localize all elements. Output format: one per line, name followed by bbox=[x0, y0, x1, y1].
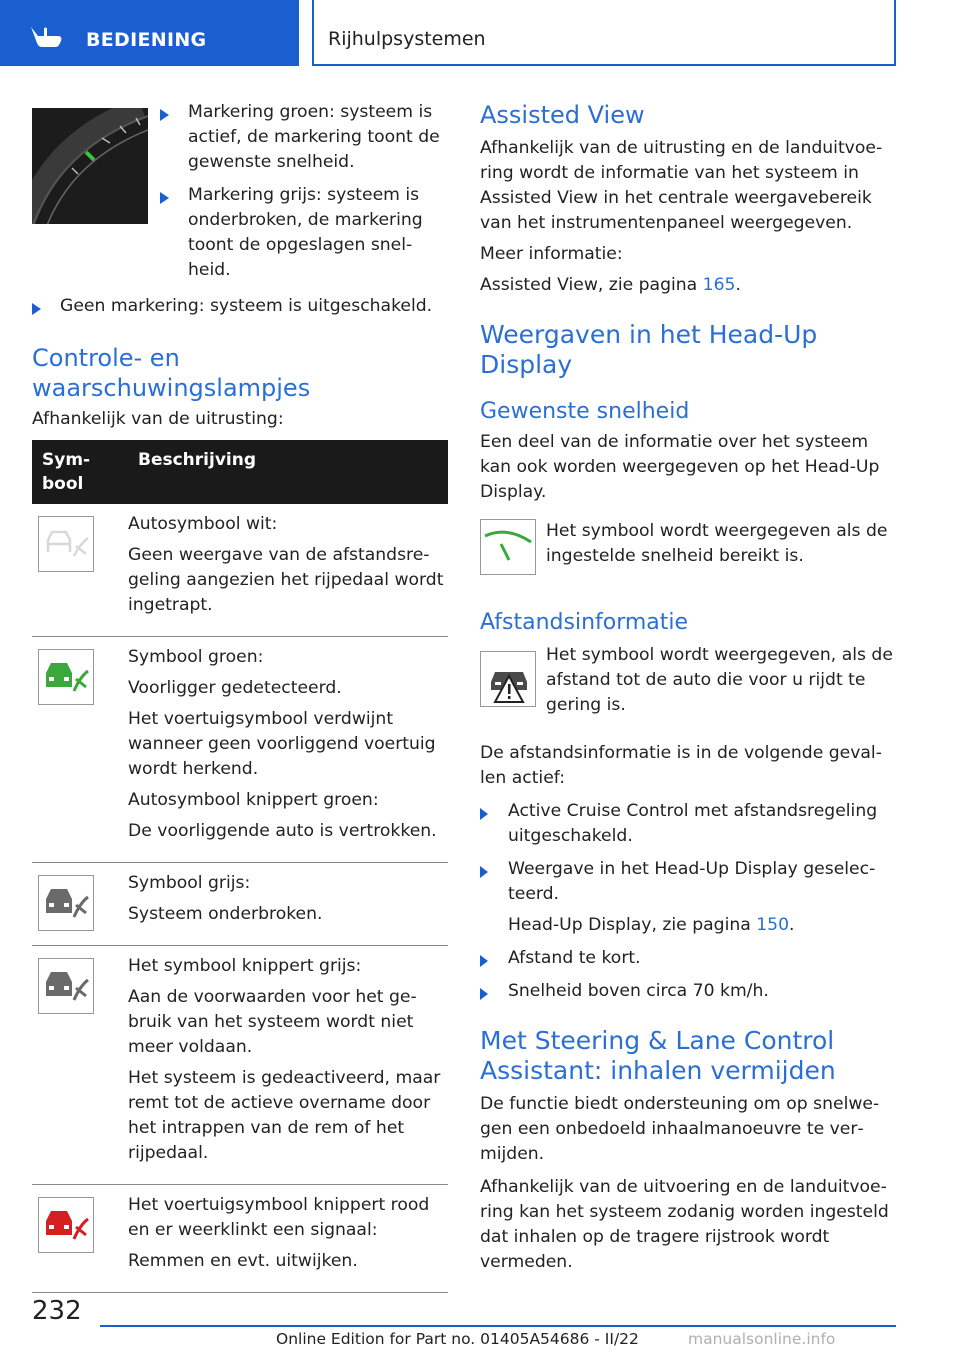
gauge-marking-icon bbox=[32, 108, 148, 224]
distance-bullet-3 bbox=[480, 946, 898, 971]
distance-warning-icon bbox=[480, 651, 536, 707]
header-chapter-tab bbox=[312, 0, 896, 66]
lamps-table bbox=[32, 440, 448, 1293]
distance-active-text: De afstandsinformatie is in de volgende gevallen actief: bbox=[480, 743, 882, 788]
assisted-text: Afhankelijk van de uitrusting en de landuitvoering wordt de informatie van het systeem in Assisted View in het centrale weergavebereik van het instrumentenpaneel weergegeven. bbox=[480, 138, 883, 233]
header-chapter-label: Rijhulpsystemen bbox=[328, 28, 486, 50]
footer-watermark: manualsonline.info bbox=[688, 1330, 836, 1348]
row2-line4: Autosymbool knippert groen: bbox=[128, 790, 379, 810]
page-number: 232 bbox=[32, 1296, 82, 1326]
col-symbol-header: Symbool bbox=[32, 440, 128, 504]
row5-line1: Het voertuigsymbool knippert rood en er weerklinkt een signaal: bbox=[128, 1195, 430, 1240]
table-row bbox=[32, 946, 448, 1185]
speedometer-gauge-image bbox=[32, 108, 148, 224]
row4-line1: Het symbool knippert grijs: bbox=[128, 956, 362, 976]
row1-line1: Autosymbool wit: bbox=[128, 514, 278, 534]
lamps-intro: Afhankelijk van de uitrusting: bbox=[32, 409, 284, 429]
row2-line5: De voorliggende auto is vertrokken. bbox=[128, 821, 437, 841]
hud-ref-link[interactable]: 150 bbox=[756, 915, 790, 935]
speed-icon-text: Het symbool wordt weergegeven als de ingestelde snelheid bereikt is. bbox=[546, 521, 888, 566]
table-header-row bbox=[32, 440, 448, 504]
row2-line1: Symbool groen: bbox=[128, 647, 264, 667]
distance-bullet-1 bbox=[480, 799, 898, 849]
assisted-ref-text: Assisted View, zie pagina bbox=[480, 275, 698, 295]
gauge-bullet-grey-text: Markering grijs: systeem is onderbroken, de markering toont de opgeslagen snelheid. bbox=[188, 185, 423, 280]
gauge-bullet-grey bbox=[160, 183, 448, 283]
row2-line3: Het voertuigsymbool verdwijnt wanneer geen voorliggend voertuig wordt herkend. bbox=[128, 709, 436, 779]
bullet-triangle-icon bbox=[32, 303, 41, 315]
bullet-triangle-icon bbox=[480, 808, 488, 820]
header-section-label: BEDIENING bbox=[86, 29, 207, 51]
distance-bullet-1-text: Active Cruise Control met afstandsregeling uitgeschakeld. bbox=[508, 801, 878, 846]
gauge-block bbox=[32, 100, 448, 286]
row4-line2: Aan de voorwaarden voor het gebruik van het systeem wordt niet meer voldaan. bbox=[128, 987, 417, 1057]
bullet-triangle-icon bbox=[480, 988, 488, 1000]
car-grey-blink-icon bbox=[38, 958, 94, 1014]
bullet-no-marking-text: Geen markering: systeem is uitgeschakeld. bbox=[60, 296, 433, 316]
distance-bullet-4-text: Snelheid boven circa 70 km/h. bbox=[508, 981, 769, 1001]
speed-icon-block bbox=[480, 519, 898, 589]
row5-line2: Remmen en evt. uitwijken. bbox=[128, 1251, 358, 1271]
heading-lamps: Controle- en waarschuwingslampjes bbox=[32, 344, 311, 402]
row1-line2: Geen weergave van de afstandsregeling aangezien het rijpedaal wordt ingetrapt. bbox=[128, 545, 444, 615]
row3-line2: Systeem onderbroken. bbox=[128, 904, 323, 924]
footer-edition: Online Edition for Part no. 01405A54686 - II/22 bbox=[276, 1330, 639, 1348]
bullet-triangle-icon bbox=[480, 955, 488, 967]
header-section-tab bbox=[0, 0, 299, 66]
row4-line3: Het systeem is gedeactiveerd, maar remt tot de actieve overname door het intrappen van de rem of het rijpedaal. bbox=[128, 1068, 441, 1163]
hand-pointer-icon bbox=[28, 24, 68, 48]
steering-p2: Afhankelijk van de uitvoering en de landuitvoering kan het systeem zodanig worden ingesteld dat inhalen op de tragere rijstrook wordt vermeden. bbox=[480, 1177, 889, 1272]
steering-p1: De functie biedt ondersteuning om op snelwegen een onbedoeld inhaalmanoeuvre te vermijden. bbox=[480, 1094, 880, 1164]
distance-icon-block bbox=[480, 643, 898, 733]
distance-bullet-2 bbox=[480, 857, 898, 907]
gauge-bullet-green-text: Markering groen: systeem is actief, de markering toont de gewenste snelheid. bbox=[188, 102, 440, 172]
more-info-label: Meer informatie: bbox=[480, 244, 623, 264]
footer-divider bbox=[100, 1325, 896, 1327]
heading-hud: Weergaven in het Head-Up Display bbox=[480, 320, 818, 379]
table-row bbox=[32, 504, 448, 637]
heading-desired-speed: Gewenste snelheid bbox=[480, 399, 690, 424]
car-red-icon bbox=[38, 1197, 94, 1253]
car-green-icon bbox=[38, 649, 94, 705]
assisted-ref-link[interactable]: 165 bbox=[702, 275, 736, 295]
bullet-no-marking bbox=[32, 294, 448, 319]
speed-marker-icon bbox=[480, 519, 536, 575]
right-column bbox=[480, 100, 898, 1275]
bullet-triangle-icon bbox=[160, 109, 169, 121]
distance-bullet-3-text: Afstand te kort. bbox=[508, 948, 641, 968]
row3-line1: Symbool grijs: bbox=[128, 873, 251, 893]
hud-ref-text: Head-Up Display, zie pagina bbox=[508, 915, 751, 935]
left-column bbox=[32, 100, 448, 1293]
heading-steering: Met Steering & Lane Control Assistant: inhalen vermijden bbox=[480, 1026, 836, 1085]
table-row bbox=[32, 1185, 448, 1293]
speed-text: Een deel van de informatie over het systeem kan ook worden weergegeven op het Head-Up Display. bbox=[480, 432, 880, 502]
hud-ref: Head-Up Display, zie pagina 150. bbox=[508, 915, 795, 935]
table-row bbox=[32, 863, 448, 946]
car-grey-icon bbox=[38, 875, 94, 931]
heading-distance-info: Afstandsinformatie bbox=[480, 610, 689, 635]
bullet-triangle-icon bbox=[480, 866, 488, 878]
distance-bullet-2-text: Weergave in het Head-Up Display geselecteerd. bbox=[508, 859, 876, 904]
assisted-ref: Assisted View, zie pagina 165. bbox=[480, 275, 741, 295]
heading-assisted-view: Assisted View bbox=[480, 101, 645, 129]
row2-line2: Voorligger gedetecteerd. bbox=[128, 678, 342, 698]
bullet-triangle-icon bbox=[160, 192, 169, 204]
distance-bullet-4 bbox=[480, 979, 898, 1004]
col-description-header: Beschrijving bbox=[128, 440, 448, 504]
distance-icon-text: Het symbool wordt weergegeven, als de afstand tot de auto die voor u rijdt te gering is. bbox=[546, 645, 893, 715]
gauge-bullet-green bbox=[160, 100, 448, 175]
car-white-icon bbox=[38, 516, 94, 572]
table-row bbox=[32, 637, 448, 863]
